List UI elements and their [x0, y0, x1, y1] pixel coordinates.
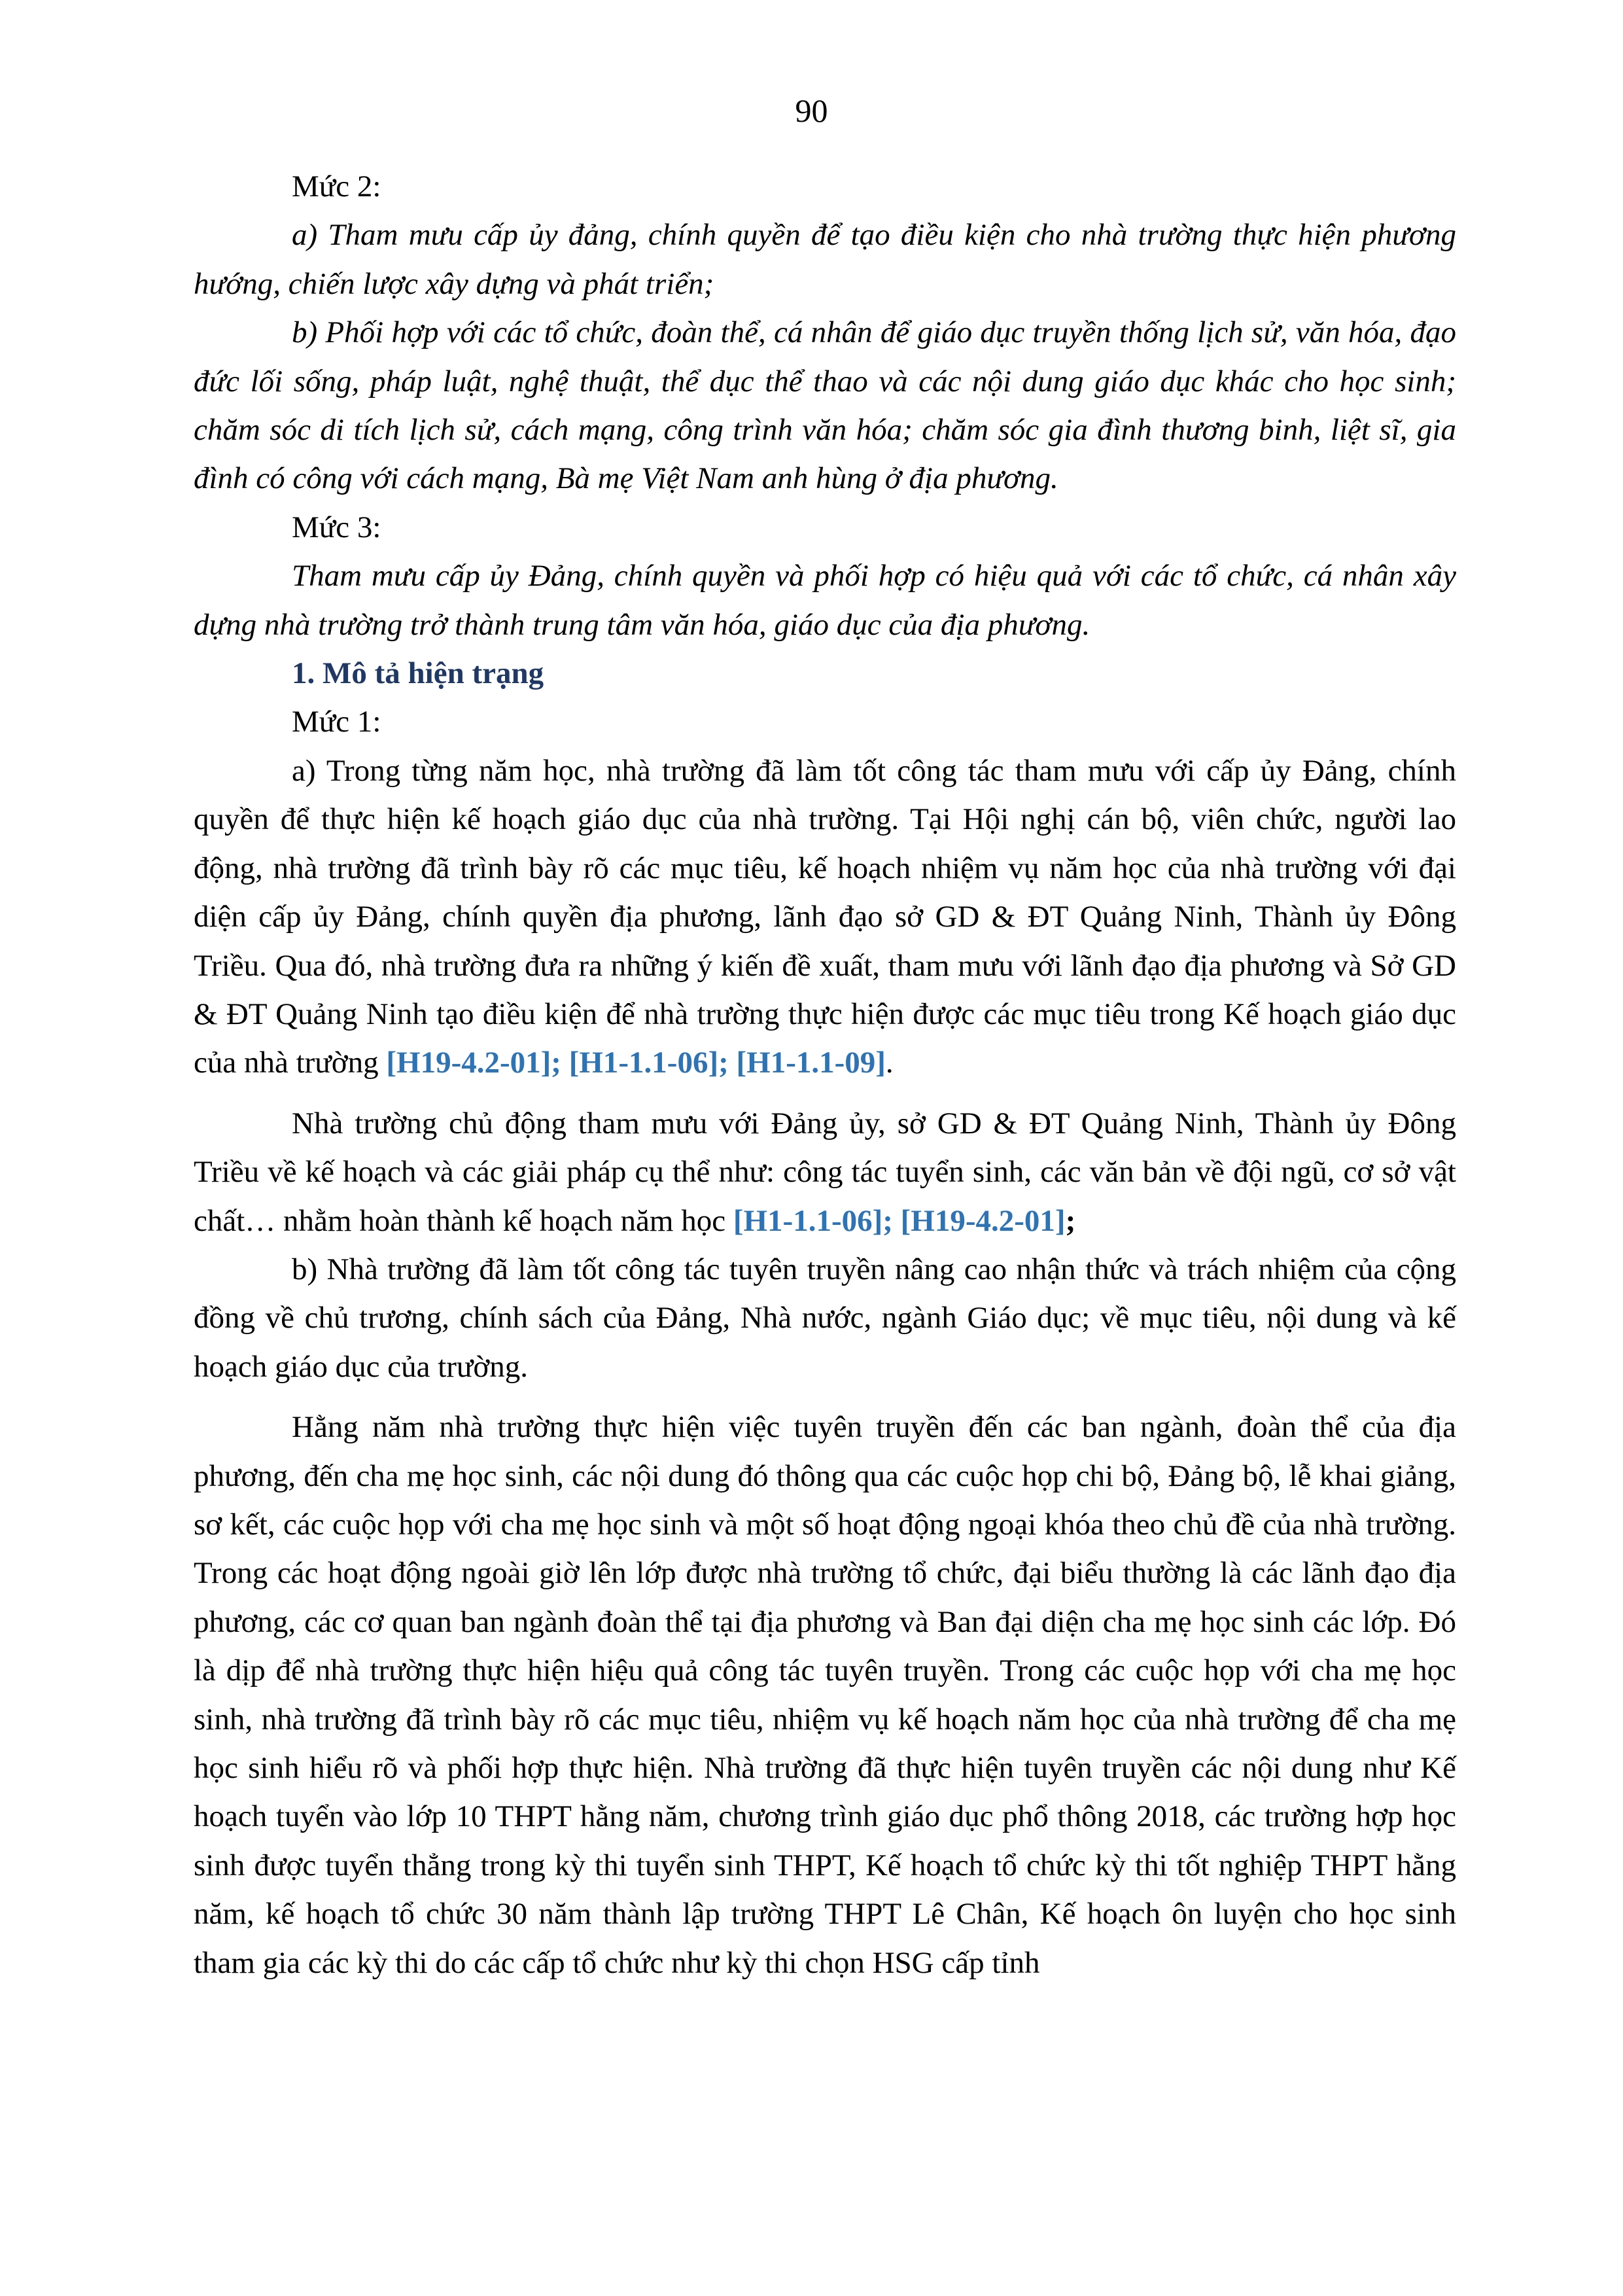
muc1-item-a — [194, 747, 1456, 1087]
muc1-item-a-text: a) Trong từng năm học, nhà trường đã làm tốt công tác tham mưu với cấp ủy Đảng, chính quyền để thực hiện kế hoạch giáo dục của nhà trường. Tại Hội nghị cán bộ, viên chức, người lao động, nhà trường đã trình bày rõ các mục tiêu, kế hoạch nhiệm vụ năm học của nhà trường với đại diện cấp ủy Đảng, chính quyền địa phương, lãnh đạo sở GD & ĐT Quảng Ninh, Thành ủy Đông Triều. Qua đó, nhà trường đưa ra những ý kiến đề xuất, tham mưu với lãnh đạo địa phương và Sở GD & ĐT Quảng Ninh tạo điều kiện để nhà trường thực hiện được các mục tiêu trong Kế hoạch giáo dục của nhà trường — [194, 753, 1456, 1080]
page-number: 90 — [795, 92, 828, 129]
evidence-refs: [H19-4.2-01]; [H1-1.1-06]; [H1-1.1-09] — [386, 1046, 886, 1080]
muc1-item-b: b) Nhà trường đã làm tốt công tác tuyên truyền nâng cao nhận thức và trách nhiệm của cộng đồng về chủ trương, chính sách của Đảng, Nhà nước, ngành Giáo dục; về mục tiêu, nội dung và kế hoạch giáo dục của trường. — [194, 1252, 1456, 1384]
muc1-item-a-end: . — [885, 1046, 894, 1080]
muc1-label: Mức 1: — [292, 705, 381, 739]
muc2-item-b: b) Phối hợp với các tổ chức, đoàn thể, cá nhân để giáo dục truyền thống lịch sử, văn hóa, đạo đức lối sống, pháp luật, nghệ thuật, thể dục thể thao và các nội dung giáo dục khác cho học sinh; chăm sóc di tích lịch sử, cách mạng, công trình văn hóa; chăm sóc gia đình thương binh, liệt sĩ, gia đình có công với cách mạng, Bà mẹ Việt Nam anh hùng ở địa phương. — [194, 315, 1456, 496]
paragraph-tham-muu — [194, 1099, 1456, 1245]
muc3-label: Mức 3: — [292, 510, 381, 544]
muc3-text: Tham mưu cấp ủy Đảng, chính quyền và phối hợp có hiệu quả với các tổ chức, cá nhân xây dựng nhà trường trở thành trung tâm văn hóa, giáo dục của địa phương. — [194, 559, 1456, 642]
document-body — [194, 162, 1456, 1987]
muc2-label: Mức 2: — [292, 169, 381, 203]
muc2-item-a: a) Tham mưu cấp ủy đảng, chính quyền để tạo điều kiện cho nhà trường thực hiện phương hướng, chiến lược xây dựng và phát triển; — [194, 218, 1456, 301]
section-heading: 1. Mô tả hiện trạng — [292, 656, 544, 691]
paragraph-tuyen-truyen: Hằng năm nhà trường thực hiện việc tuyên truyền đến các ban ngành, đoàn thể của địa phương, đến cha mẹ học sinh, các nội dung đó thông qua các cuộc họp chi bộ, Đảng bộ, lễ khai giảng, sơ kết, các cuộc họp với cha mẹ học sinh và một số hoạt động ngoại khóa theo chủ đề của nhà trường. Trong các hoạt động ngoài giờ lên lớp được nhà trường tổ chức, đại biểu thường là các lãnh đạo địa phương, các cơ quan ban ngành đoàn thể tại địa phương và Ban đại diện cha mẹ học sinh các lớp. Đó là dịp để nhà trường thực hiện hiệu quả công tác tuyên truyền. Trong các cuộc họp với cha mẹ học sinh, nhà trường đã trình bày rõ các mục tiêu, nhiệm vụ kế hoạch năm học của nhà trường để cha mẹ học sinh hiểu rõ và phối hợp thực hiện. Nhà trường đã thực hiện tuyên truyền các nội dung như Kế hoạch tuyển vào lớp 10 THPT hằng năm, chương trình giáo dục phổ thông 2018, các trường hợp học sinh được tuyển thẳng trong kỳ thi tuyển sinh THPT, Kế hoạch tổ chức kỳ thi tốt nghiệp THPT hằng năm, kế hoạch tổ chức 30 năm thành lập trường THPT Lê Chân, Kế hoạch ôn luyện cho học sinh tham gia các kỳ thi do các cấp tổ chức như kỳ thi chọn HSG cấp tỉnh — [194, 1410, 1456, 1980]
paragraph-tham-muu-end: ; — [1065, 1203, 1076, 1238]
evidence-refs: [H1-1.1-06]; [H19-4.2-01] — [733, 1203, 1066, 1238]
paragraph-tham-muu-text: Nhà trường chủ động tham mưu với Đảng ủy, sở GD & ĐT Quảng Ninh, Thành ủy Đông Triều về kế hoạch và các giải pháp cụ thể như: công tác tuyển sinh, các văn bản về đội ngũ, cơ sở vật chất… nhằm hoàn thành kế hoạch năm học — [194, 1106, 1456, 1238]
